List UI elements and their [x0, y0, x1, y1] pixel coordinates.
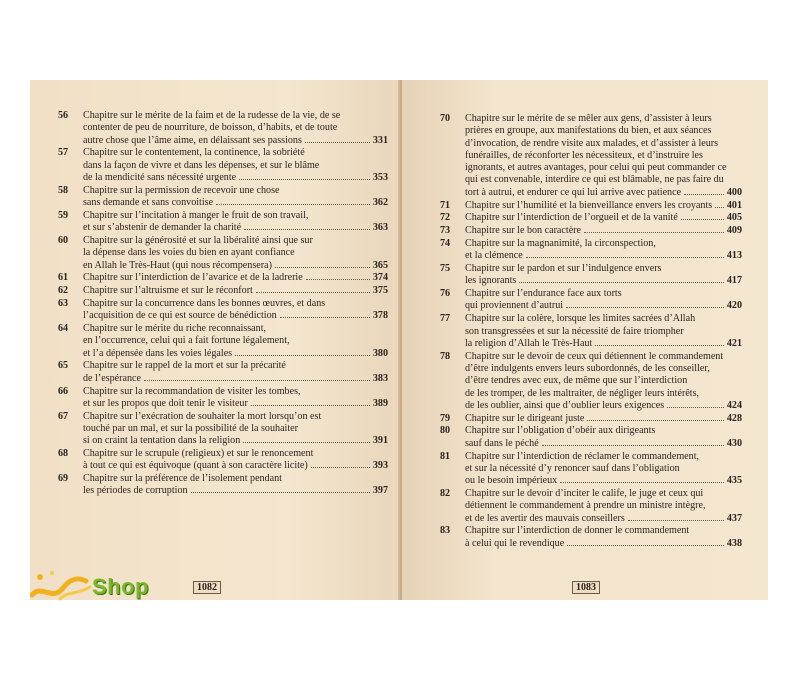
chapter-number: 59	[58, 209, 69, 221]
chapter-title-line: Chapitre sur la concurrence dans les bonnes œuvres, et dans	[83, 297, 326, 309]
chapter-title-line: d’être tendres avec eux, de même que sur l’interdiction	[465, 375, 688, 387]
chapter-number: 61	[58, 272, 69, 284]
chapter-title-line: de les tromper, de les maltraiter, de négliger leurs intérêts,	[465, 387, 700, 399]
chapter-number: 66	[58, 385, 69, 397]
chapter-number: 68	[58, 448, 69, 460]
dot-leader	[595, 345, 724, 346]
dot-leader	[526, 257, 724, 258]
chapter-number: 56	[58, 110, 69, 121]
chapter-number: 64	[58, 323, 69, 335]
dot-leader	[191, 492, 370, 493]
left-page-number: 1082	[193, 581, 221, 594]
chapter-title	[83, 285, 388, 297]
toc-entry	[440, 451, 742, 488]
chapter-page-number: 437	[726, 512, 742, 524]
chapter-title-line: et sur les propos que doit tenir le visiteur	[83, 397, 248, 409]
chapter-page-number: 435	[726, 475, 742, 487]
chapter-title	[83, 411, 388, 448]
chapter-title-line: contenter de peu de nourriture, de boisson, d’habits, et de toute	[83, 122, 338, 134]
chapter-title	[465, 313, 742, 350]
dot-leader	[715, 207, 724, 208]
chapter-title-line: Chapitre sur le bon caractère	[465, 225, 582, 237]
chapter-title	[465, 525, 742, 550]
chapter-number: 58	[58, 184, 69, 196]
chapter-title-line: prières en groupe, aux manifestations du bien, et aux séances	[465, 125, 712, 137]
dot-leader	[542, 445, 724, 446]
toc-entry	[58, 386, 388, 411]
chapter-title	[83, 235, 388, 272]
dot-leader	[681, 219, 724, 220]
dot-leader	[280, 317, 370, 318]
chapter-page-number: 428	[726, 412, 742, 424]
chapter-title	[465, 212, 742, 224]
chapter-title	[83, 473, 388, 498]
dot-leader	[251, 405, 370, 406]
swoosh-icon	[30, 565, 100, 609]
chapter-title-line: les ignorants	[465, 275, 517, 287]
shop-logo	[30, 565, 149, 609]
dot-leader	[243, 442, 370, 443]
toc-entry	[440, 225, 742, 237]
dot-leader	[560, 482, 724, 483]
chapter-title-line: Chapitre sur le contentement, la continence, la sobriété	[83, 147, 305, 159]
chapter-title	[465, 351, 742, 412]
chapter-title-line: Chapitre sur l’interdiction de réclamer le commandement,	[465, 450, 700, 462]
chapter-title	[83, 147, 388, 184]
toc-entry	[58, 298, 388, 323]
chapter-title-line: Chapitre sur l’interdiction de l’avarice et de la ladrerie	[83, 272, 303, 284]
dot-leader	[567, 545, 724, 546]
chapter-title-line: dans la façon de vivre et dans les dépenses, et sur le blâme	[83, 159, 320, 171]
dot-leader	[684, 194, 724, 195]
chapter-title-line: son transgressées et sur la nécessité de faire triompher	[465, 325, 684, 337]
chapter-title-line: à tout ce qui est équivoque (quant à son caractère licite)	[83, 460, 308, 472]
chapter-number: 67	[58, 410, 69, 422]
dot-leader	[584, 232, 724, 233]
chapter-number: 70	[440, 113, 451, 124]
chapter-title-line: Chapitre sur le devoir d’inciter le calife, le juge et ceux qui	[465, 487, 704, 499]
chapter-title-line: Chapitre sur le mérite de se mêler aux gens, d’assister à leurs	[465, 113, 712, 124]
toc-entry	[58, 185, 388, 210]
chapter-page-number: 389	[372, 397, 388, 409]
chapter-title	[83, 323, 388, 360]
dot-leader	[628, 520, 724, 521]
chapter-title	[465, 225, 742, 237]
chapter-title-line: d’être indulgents envers leurs subordonnés, de les conseiller,	[465, 362, 710, 374]
chapter-title	[465, 451, 742, 488]
chapter-title	[465, 288, 742, 313]
chapter-title	[465, 200, 742, 212]
chapter-title	[83, 210, 388, 235]
chapter-title-line: et sur s’abstenir de demander la charité	[83, 222, 242, 234]
chapter-title-line: Chapitre sur le rappel de la mort et sur la précarité	[83, 360, 286, 372]
chapter-title-line: Chapitre sur le mérite de la faim et de la rudesse de la vie, de se	[83, 110, 341, 121]
dot-leader	[256, 292, 370, 293]
dot-leader	[239, 179, 370, 180]
chapter-number: 76	[440, 288, 451, 300]
dot-leader	[667, 407, 724, 408]
chapter-title-line: à celui qui le revendique	[465, 537, 565, 549]
chapter-title-line: qui proviennent d’autrui	[465, 300, 564, 312]
toc-entry	[440, 313, 742, 350]
toc-entry	[440, 351, 742, 412]
chapter-title	[83, 360, 388, 385]
right-page-number: 1083	[572, 581, 600, 594]
chapter-title-line: Chapitre sur le scrupule (religieux) et sur le renoncement	[83, 448, 314, 460]
dot-leader	[311, 467, 370, 468]
chapter-title-line: ignorants, et autres avantages, pour celui qui peut commander ce	[465, 162, 727, 174]
dot-leader	[275, 267, 370, 268]
chapter-title-line: Chapitre sur le pardon et sur l’indulgence envers	[465, 263, 662, 275]
chapter-title-line: et la clémence	[465, 250, 523, 262]
chapter-title-line: et sur la nécessité d’y renoncer sauf dans l’obligation	[465, 462, 680, 474]
chapter-title-line: Chapitre sur le mérite du riche reconnaissant,	[83, 323, 267, 335]
chapter-title-line: Chapitre sur la colère, lorsque les limites sacrées d’Allah	[465, 313, 696, 325]
toc-entry	[58, 473, 388, 498]
toc-entry	[58, 235, 388, 272]
chapter-number: 79	[440, 412, 451, 424]
chapter-title-line: touché par un mal, et sur la possibilité de la souhaiter	[83, 422, 298, 434]
chapter-number: 62	[58, 285, 69, 297]
chapter-title-line: Chapitre sur l’interdiction de donner le commandement	[465, 525, 690, 537]
chapter-page-number: 405	[726, 212, 742, 224]
chapter-title-line: Chapitre sur la générosité et sur la libéralité ainsi que sur	[83, 234, 313, 246]
toc-entry	[58, 411, 388, 448]
chapter-number: 77	[440, 313, 451, 325]
chapter-title-line: d’invocation, de rendre visite aux malades, et d’assister à leurs	[465, 137, 719, 149]
chapter-title-line: l’acquisition de ce qui est source de bénédiction	[83, 310, 277, 322]
toc-entry	[440, 525, 742, 550]
chapter-page-number: 421	[726, 337, 742, 349]
chapter-title	[83, 185, 388, 210]
chapter-number: 80	[440, 425, 451, 437]
chapter-title	[83, 110, 388, 147]
toc-entry	[440, 263, 742, 288]
chapter-page-number: 420	[726, 300, 742, 312]
chapter-page-number: 409	[726, 225, 742, 237]
chapter-title-line: Chapitre sur l’obligation d’obéir aux dirigeants	[465, 425, 656, 437]
chapter-title-line: Chapitre sur la permission de recevoir une chose	[83, 184, 280, 196]
chapter-number: 63	[58, 297, 69, 309]
chapter-title	[465, 238, 742, 263]
chapter-number: 75	[440, 263, 451, 275]
chapter-title	[465, 425, 742, 450]
toc-entry	[58, 210, 388, 235]
chapter-page-number: 365	[372, 259, 388, 271]
chapter-title-line: et de les avertir des mauvais conseillers	[465, 512, 625, 524]
toc-entry	[58, 285, 388, 297]
chapter-page-number: 401	[726, 199, 742, 211]
chapter-title-line: et l’a dépensée dans les voies légales	[83, 347, 233, 359]
chapter-page-number: 353	[372, 171, 388, 183]
chapter-number: 71	[440, 199, 451, 211]
chapter-page-number: 374	[372, 272, 388, 284]
chapter-title-line: en l’occurrence, celui qui a fait fortune légalement,	[83, 335, 290, 347]
chapter-number: 73	[440, 225, 451, 237]
chapter-title	[83, 386, 388, 411]
chapter-title-line: autre chose que l’âme aime, en délaissant ses passions	[83, 134, 302, 146]
chapter-title-line: Chapitre sur l’interdiction de l’orgueil et de la vanité	[465, 212, 678, 224]
chapter-title	[83, 448, 388, 473]
chapter-number: 74	[440, 237, 451, 249]
chapter-title-line: tort à autrui, et endurer ce qui lui arrive avec patience	[465, 186, 682, 198]
chapter-page-number: 378	[372, 310, 388, 322]
chapter-title-line: Chapitre sur le dirigeant juste	[465, 412, 585, 424]
chapter-title-line: de l’espérance	[83, 372, 141, 384]
chapter-page-number: 391	[372, 435, 388, 447]
toc-entry	[440, 113, 742, 199]
dot-leader	[587, 420, 723, 421]
chapter-title-line: la religion d’Allah le Très-Haut	[465, 337, 593, 349]
dot-leader	[519, 282, 724, 283]
chapter-number: 69	[58, 473, 69, 485]
chapter-page-number: 397	[372, 485, 388, 497]
toc-entry	[440, 288, 742, 313]
left-toc-list	[58, 110, 388, 498]
chapter-title-line: ou le besoin impérieux	[465, 475, 558, 487]
chapter-title-line: Chapitre sur la magnanimité, la circonspection,	[465, 237, 656, 249]
toc-entry	[440, 413, 742, 425]
logo-text: Shop	[92, 574, 149, 599]
chapter-number: 82	[440, 487, 451, 499]
toc-entry	[440, 200, 742, 212]
chapter-number: 78	[440, 350, 451, 362]
chapter-page-number: 430	[726, 437, 742, 449]
chapter-number: 57	[58, 147, 69, 159]
toc-entry	[58, 323, 388, 360]
chapter-number: 60	[58, 234, 69, 246]
chapter-page-number: 413	[726, 250, 742, 262]
left-page	[30, 80, 400, 600]
chapter-title	[83, 298, 388, 323]
chapter-number: 81	[440, 450, 451, 462]
chapter-title-line: Chapitre sur la recommandation de visiter les tombes,	[83, 385, 301, 397]
toc-entry	[440, 212, 742, 224]
toc-entry	[440, 238, 742, 263]
chapter-title-line: sauf dans le péché	[465, 437, 539, 449]
chapter-page-number: 424	[726, 399, 742, 411]
chapter-title-line: de les oublier, ainsi que d’oublier leurs exigences	[465, 399, 665, 411]
dot-leader	[566, 307, 724, 308]
chapter-title	[83, 272, 388, 284]
chapter-title-line: Chapitre sur l’incitation à manger le fruit de son travail,	[83, 209, 309, 221]
chapter-title-line: si on craint la tentation dans la religion	[83, 435, 241, 447]
chapter-page-number: 362	[372, 197, 388, 209]
chapter-title	[465, 413, 742, 425]
chapter-title-line: Chapitre sur la préférence de l’isolement pendant	[83, 473, 282, 485]
toc-entry	[58, 110, 388, 147]
chapter-title-line: sans demande et sans convoitise	[83, 197, 214, 209]
chapter-page-number: 383	[372, 372, 388, 384]
toc-entry	[440, 425, 742, 450]
toc-entry	[58, 147, 388, 184]
chapter-title-line: Chapitre sur l’exécration de souhaiter la mort lorsqu’on est	[83, 410, 322, 422]
chapter-page-number: 331	[372, 134, 388, 146]
chapter-title-line: Chapitre sur l’humilité et la bienveillance envers les croyants	[465, 199, 713, 211]
toc-entry	[440, 488, 742, 525]
chapter-title-line: de la mendicité sans nécessité urgente	[83, 171, 237, 183]
chapter-title-line: détiennent le commandement à prendre un ministre intègre,	[465, 500, 706, 512]
chapter-title-line: Chapitre sur le devoir de ceux qui détiennent le commandement	[465, 350, 724, 362]
right-toc-list	[440, 113, 742, 550]
chapter-page-number: 380	[372, 347, 388, 359]
chapter-title	[465, 263, 742, 288]
dot-leader	[144, 380, 370, 381]
toc-entry	[58, 272, 388, 284]
dot-leader	[305, 142, 370, 143]
chapter-title	[465, 113, 742, 199]
right-page	[402, 80, 768, 600]
dot-leader	[216, 204, 370, 205]
chapter-page-number: 375	[372, 285, 388, 297]
dot-leader	[306, 279, 370, 280]
dot-leader	[244, 229, 370, 230]
chapter-title-line: en Allah le Très-Haut (qui nous récompensera)	[83, 259, 272, 271]
chapter-page-number: 393	[372, 460, 388, 472]
chapter-title-line: qui est convenable, interdire ce qui est blâmable, ne pas faire du	[465, 174, 724, 186]
chapter-number: 65	[58, 360, 69, 372]
toc-entry	[58, 360, 388, 385]
chapter-page-number: 363	[372, 222, 388, 234]
chapter-title-line: la dépense dans les voies du bien en ayant confiance	[83, 247, 295, 259]
chapter-number: 72	[440, 212, 451, 224]
chapter-title-line: Chapitre sur l’endurance face aux torts	[465, 288, 622, 300]
chapter-page-number: 438	[726, 537, 742, 549]
toc-entry	[58, 448, 388, 473]
chapter-title-line: les périodes de corruption	[83, 485, 188, 497]
chapter-title-line: funérailles, de réconforter les nécessiteux, et d’instruire les	[465, 149, 703, 161]
chapter-title-line: Chapitre sur l’altruisme et sur le réconfort	[83, 285, 253, 297]
chapter-page-number: 417	[726, 275, 742, 287]
chapter-page-number: 400	[726, 186, 742, 198]
chapter-number: 83	[440, 525, 451, 537]
chapter-title	[465, 488, 742, 525]
dot-leader	[235, 355, 370, 356]
